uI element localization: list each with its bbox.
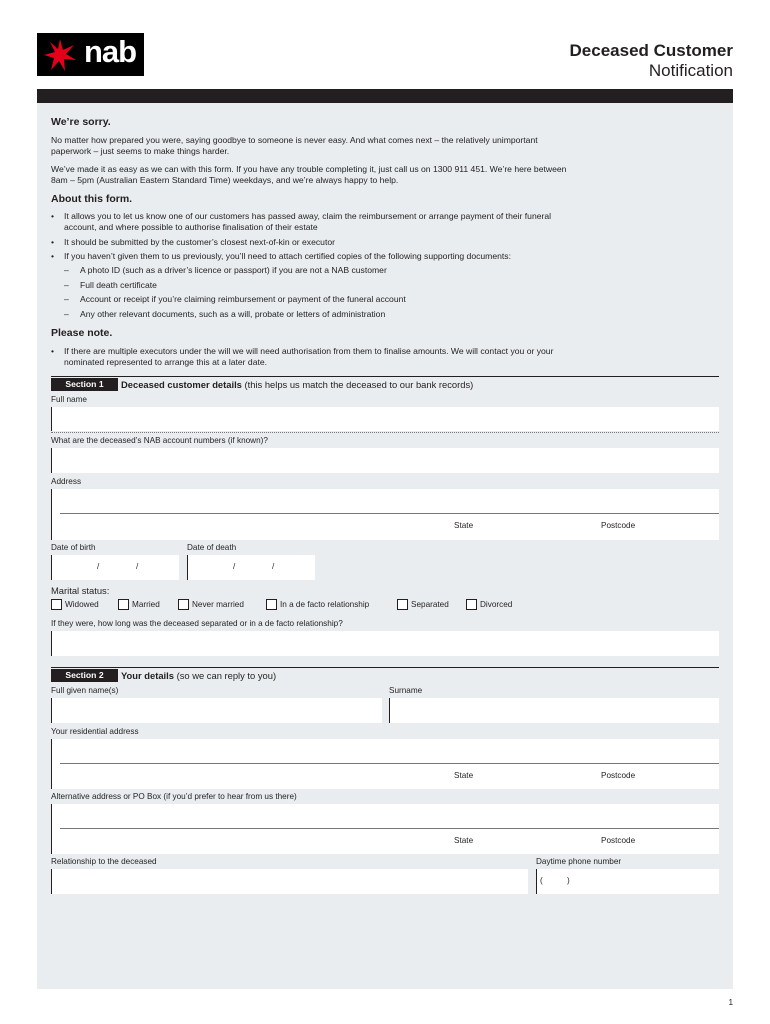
postcode-label: Postcode: [601, 521, 636, 530]
intro-paragraph-1b: paperwork – just seems to make things harder.: [51, 146, 230, 156]
full-name-label: Full name: [51, 395, 87, 404]
address-writing-line: [60, 763, 719, 764]
star-icon: [43, 38, 77, 72]
section-2-title-rest: (so we can reply to you): [173, 670, 277, 681]
bullet-glyph: •: [51, 251, 55, 261]
full-name-field[interactable]: [51, 407, 719, 431]
surname-field[interactable]: [389, 698, 719, 723]
title-line-1: Deceased Customer: [569, 41, 733, 60]
alternative-address-label: Alternative address or PO Box (if you’d prefer to hear from us there): [51, 792, 297, 801]
checkbox-never-married[interactable]: [178, 599, 244, 610]
nab-logo: [37, 33, 144, 76]
date-of-death-label: Date of death: [187, 543, 237, 552]
supporting-doc-3-text: Account or receipt if you’re claiming reimbursement or payment of the funeral account: [80, 294, 406, 304]
alternative-address-field[interactable]: [51, 804, 719, 854]
date-separator: /: [233, 562, 236, 571]
surname-label: Surname: [389, 686, 423, 695]
checkbox-box[interactable]: [178, 599, 189, 610]
header-bar: [37, 89, 733, 103]
intro-paragraph-2a: We’ve made it as easy as we can with this form. If you have any trouble completing it, just call us on 1300 911 451. We’re here between: [51, 164, 567, 174]
relationship-field[interactable]: [51, 869, 528, 894]
note-heading: Please note.: [51, 327, 113, 339]
checkbox-box[interactable]: [118, 599, 129, 610]
date-separator: /: [97, 562, 100, 571]
checkbox-label: Married: [132, 600, 160, 609]
state-label: State: [454, 771, 474, 780]
about-bullet-1-text-b: account, and where possible to authorise finalisation of their estate: [64, 222, 318, 232]
checkbox-married[interactable]: [118, 599, 160, 610]
supporting-doc-4-text: Any other relevant documents, such as a will, probate or letters of administration: [80, 309, 386, 319]
dash-glyph: –: [64, 294, 69, 304]
note-bullet-1-text-b: nominated represented to arrange this at a later date.: [64, 357, 268, 367]
phone-area-open: (: [540, 876, 543, 885]
checkbox-box[interactable]: [51, 599, 62, 610]
page-number: 1: [728, 998, 733, 1007]
phone-area-close: ): [567, 876, 570, 885]
checkbox-separated[interactable]: [397, 599, 449, 610]
section-1-title-rest: (this helps us match the deceased to our bank records): [241, 379, 474, 390]
date-of-death-field[interactable]: [187, 555, 315, 580]
account-numbers-label: What are the deceased’s NAB account numbers (if known)?: [51, 436, 268, 445]
checkbox-label: Divorced: [480, 600, 513, 609]
document-title: [570, 41, 733, 81]
deceased-address-field[interactable]: [51, 489, 719, 540]
checkbox-label: Widowed: [65, 600, 99, 609]
bullet-glyph: •: [51, 346, 55, 356]
checkbox-label: In a de facto relationship: [280, 600, 370, 609]
section-2-title-bold: Your details: [121, 670, 174, 681]
section-2-title: [121, 669, 276, 682]
section-1-tag: Section 1: [51, 378, 118, 391]
checkbox-box[interactable]: [466, 599, 477, 610]
supporting-doc-1-text: A photo ID (such as a driver’s licence or passport) if you are not a NAB customer: [80, 265, 387, 275]
dotted-divider: [51, 432, 719, 433]
intro-heading: We’re sorry.: [51, 116, 111, 128]
date-of-birth-field[interactable]: [51, 555, 179, 580]
supporting-doc-2-text: Full death certificate: [80, 280, 157, 290]
given-names-field[interactable]: [51, 698, 382, 723]
relationship-label: Relationship to the deceased: [51, 857, 157, 866]
dash-glyph: –: [64, 280, 69, 290]
marital-status-label: Marital status:: [51, 585, 110, 596]
address-writing-line: [60, 513, 719, 514]
note-bullet-1-text-a: If there are multiple executors under the will we will need authorisation from them to finalise amounts. We will contact you or your: [64, 346, 554, 356]
separated-duration-field[interactable]: [51, 631, 719, 656]
section-2-rule: [51, 667, 719, 668]
dash-glyph: –: [64, 309, 69, 319]
state-label: State: [454, 521, 474, 530]
account-numbers-field[interactable]: [51, 448, 719, 473]
postcode-label: Postcode: [601, 771, 636, 780]
checkbox-de-facto[interactable]: [266, 599, 369, 610]
checkbox-box[interactable]: [397, 599, 408, 610]
section-1-title-bold: Deceased customer details: [121, 379, 242, 390]
address-writing-line: [60, 828, 719, 829]
separated-duration-label: If they were, how long was the deceased separated or in a de facto relationship?: [51, 619, 343, 628]
checkbox-divorced[interactable]: [466, 599, 512, 610]
bullet-glyph: •: [51, 237, 55, 247]
checkbox-label: Separated: [411, 600, 449, 609]
dash-glyph: –: [64, 265, 69, 275]
about-bullet-1-text-a: It allows you to let us know one of our customers has passed away, claim the reimbursement or arrange payment of their funeral: [64, 211, 552, 221]
checkbox-label: Never married: [192, 600, 244, 609]
title-line-2: Notification: [648, 61, 733, 80]
residential-address-label: Your residential address: [51, 727, 139, 736]
date-of-birth-label: Date of birth: [51, 543, 96, 552]
phone-label: Daytime phone number: [536, 857, 622, 866]
phone-field[interactable]: [536, 869, 719, 894]
state-label: State: [454, 836, 474, 845]
checkbox-box[interactable]: [266, 599, 277, 610]
date-separator: /: [272, 562, 275, 571]
bullet-glyph: •: [51, 211, 55, 221]
brand-wordmark: nab: [84, 34, 137, 69]
checkbox-widowed[interactable]: [51, 599, 99, 610]
intro-paragraph-1a: No matter how prepared you were, saying goodbye to someone is never easy. And what comes next – the relatively unimportant: [51, 135, 538, 145]
about-bullet-2-text: It should be submitted by the customer’s closest next-of-kin or executor: [64, 237, 335, 247]
residential-address-field[interactable]: [51, 739, 719, 789]
date-separator: /: [136, 562, 139, 571]
given-names-label: Full given name(s): [51, 686, 119, 695]
about-bullet-3-text: If you haven’t given them to us previously, you’ll need to attach certified copies of the following supporting documents:: [64, 251, 511, 261]
section-1-title: [121, 378, 473, 391]
about-heading: About this form.: [51, 193, 133, 205]
address-label: Address: [51, 477, 82, 486]
section-1-rule: [51, 376, 719, 377]
section-2-tag: Section 2: [51, 669, 118, 682]
postcode-label: Postcode: [601, 836, 636, 845]
intro-paragraph-2b: 8am – 5pm (Australian Eastern Standard Time) weekdays, and we’re always happy to help.: [51, 175, 399, 185]
